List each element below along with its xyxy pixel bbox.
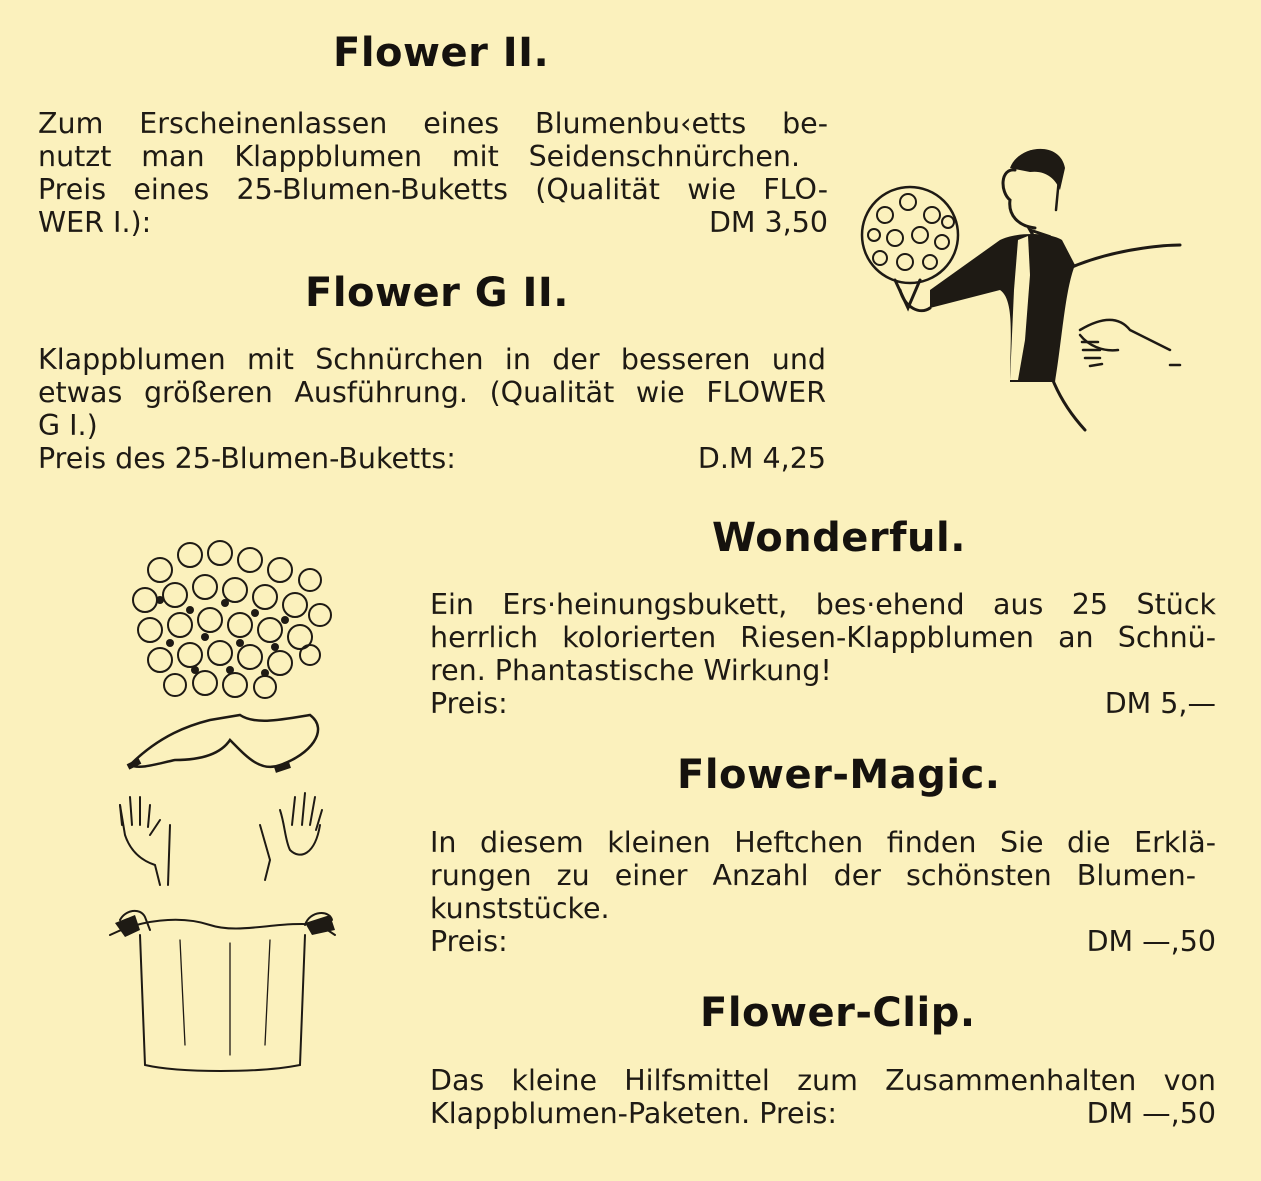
price-label: Preis: (430, 925, 508, 958)
section-body-wonderful (430, 588, 1216, 720)
text-line: kunststücke. (430, 892, 610, 925)
section-title-flower-g-ii: Flower G II. (305, 270, 569, 316)
text-line: ren. Phantastische Wirkung! (430, 654, 832, 687)
text-line: nutzt man Klappblumen mit Seidenschnürchen. (38, 140, 800, 173)
text-line: Preis eines 25-Blumen-Buketts (Qualität wie FLO- (38, 173, 828, 206)
text-line: rungen zu einer Anzahl der schönsten Blumen- (430, 859, 1196, 892)
price-value: DM 5,— (1104, 687, 1216, 720)
price-label: Preis: (430, 687, 508, 720)
price-row (430, 925, 1216, 958)
price-row (38, 206, 828, 239)
text-line: etwas größeren Ausführung. (Qualität wie FLOWER (38, 376, 826, 409)
section-title-flower-ii: Flower II. (333, 30, 550, 76)
price-row (38, 442, 826, 475)
bouquet-cloth-svg (80, 525, 350, 1125)
section-title-wonderful: Wonderful. (712, 515, 966, 561)
price-value: DM 3,50 (708, 206, 828, 239)
price-row (430, 1097, 1216, 1130)
price-value: DM —,50 (1086, 925, 1216, 958)
text-line: In diesem kleinen Heftchen finden Sie die Erklä- (430, 826, 1216, 859)
price-label: Klappblumen-Paketen. Preis: (430, 1097, 837, 1130)
price-value: DM —,50 (1086, 1097, 1216, 1130)
section-body-flower-magic (430, 826, 1216, 958)
text-line: Zum Erscheinenlassen eines Blumenbu‹etts be- (38, 107, 828, 140)
text-line: Klappblumen mit Schnürchen in der besseren und (38, 343, 826, 376)
section-title-flower-magic: Flower-Magic. (677, 752, 1001, 798)
magician-illustration-svg (850, 140, 1180, 440)
text-line: Das kleine Hilfsmittel zum Zusammenhalten von (430, 1064, 1216, 1097)
section-body-flower-g-ii (38, 343, 826, 475)
section-body-flower-ii (38, 107, 828, 239)
section-title-flower-clip: Flower-Clip. (700, 990, 976, 1036)
price-label: WER I.): (38, 206, 152, 239)
text-line: herrlich kolorierten Riesen-Klappblumen an Schnü- (430, 621, 1216, 654)
magician-with-bouquet-illustration (850, 140, 1180, 440)
text-line: Ein Ers·heinungsbukett, bes·ehend aus 25 Stück (430, 588, 1216, 621)
section-body-flower-clip (430, 1064, 1216, 1130)
price-row (430, 687, 1216, 720)
price-label: Preis des 25-Blumen-Buketts: (38, 442, 456, 475)
price-value: D.M 4,25 (697, 442, 826, 475)
text-line: G I.) (38, 409, 98, 442)
bouquet-appearance-from-cloth-illustration (80, 525, 350, 1125)
